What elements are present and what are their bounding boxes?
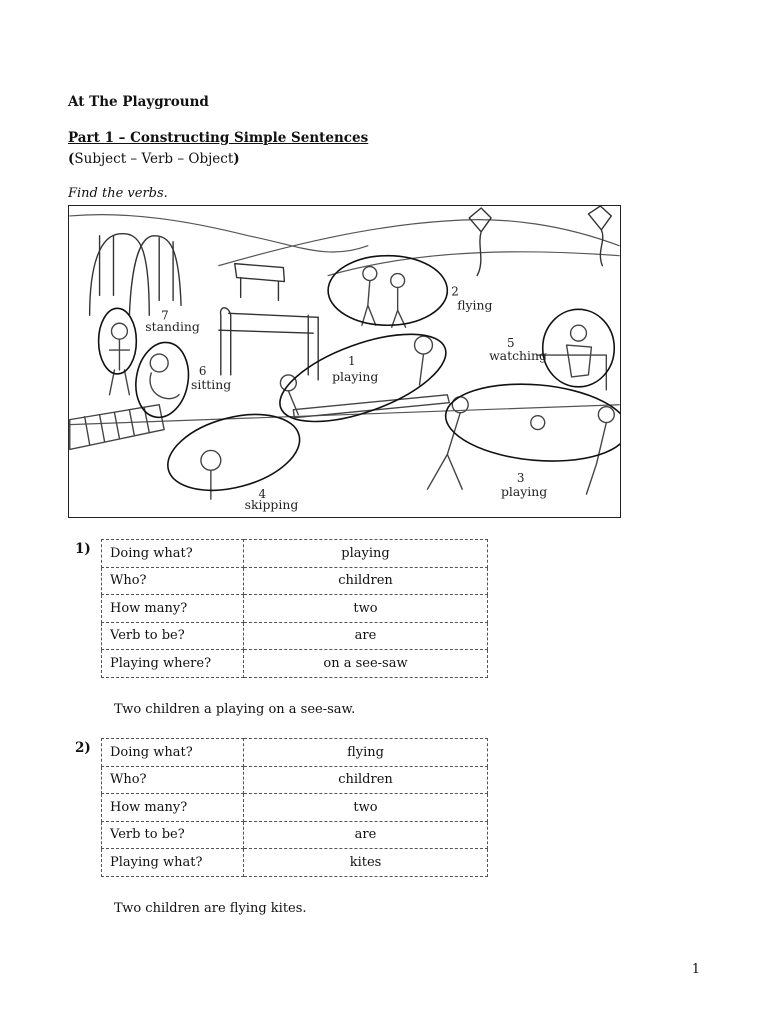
- row-key: Doing what?: [102, 540, 244, 568]
- row-value: children: [244, 766, 488, 794]
- row-value: are: [244, 622, 488, 650]
- swing-set: [90, 234, 181, 316]
- question-1-table: [101, 539, 488, 678]
- label-3-number: 3: [516, 471, 525, 486]
- row-value: flying: [244, 739, 488, 767]
- climbing-frame: [219, 308, 318, 380]
- part-heading: Part 1 – Constructing Simple Sentences: [68, 130, 369, 146]
- row-value: children: [244, 567, 488, 595]
- page-number: 1: [691, 962, 700, 977]
- row-value: are: [244, 821, 488, 849]
- row-value: on a see-saw: [244, 650, 488, 678]
- row-value: two: [244, 794, 488, 822]
- row-value: kites: [244, 849, 488, 877]
- table-row: [102, 794, 488, 822]
- label-6-verb: sitting: [190, 376, 232, 392]
- label-5-verb: watching: [489, 348, 547, 364]
- label-4-number: 4: [258, 487, 267, 502]
- row-key: Verb to be?: [102, 622, 244, 650]
- table-row: [102, 540, 488, 568]
- table-row: [102, 650, 488, 678]
- label-2-number: 2: [451, 284, 459, 299]
- question-2-answer: Two children are flying kites.: [114, 901, 307, 916]
- question-2-table: [101, 738, 488, 877]
- row-key: Verb to be?: [102, 821, 244, 849]
- part-subtitle: (Subject – Verb – Object): [68, 151, 240, 167]
- bench: [235, 264, 285, 301]
- table-row: [102, 849, 488, 877]
- table-row: [102, 622, 488, 650]
- label-5-number: 5: [506, 336, 515, 351]
- table-row: [102, 821, 488, 849]
- instruction: Find the verbs.: [68, 186, 168, 201]
- row-key: How many?: [102, 595, 244, 623]
- label-7-verb: standing: [145, 319, 200, 335]
- checkered-wall: [70, 405, 164, 450]
- row-key: Who?: [102, 766, 244, 794]
- label-1-number: 1: [347, 353, 356, 368]
- label-4-verb: skipping: [244, 497, 299, 513]
- row-key: Playing where?: [102, 650, 244, 678]
- table-row: [102, 739, 488, 767]
- row-key: Who?: [102, 567, 244, 595]
- label-3-verb: playing: [500, 484, 548, 500]
- label-1-verb: playing: [332, 368, 379, 384]
- playground-illustration: [68, 205, 621, 518]
- question-1-answer: Two children a playing on a see-saw.: [114, 702, 356, 717]
- label-2-verb: flying: [457, 297, 493, 313]
- label-7-number: 7: [161, 308, 169, 323]
- question-1-number: 1): [75, 541, 91, 557]
- row-key: Playing what?: [102, 849, 244, 877]
- table-row: [102, 595, 488, 623]
- question-2-number: 2): [75, 740, 91, 756]
- row-value: two: [244, 595, 488, 623]
- row-key: Doing what?: [102, 739, 244, 767]
- illustration-labels: [145, 284, 547, 512]
- worksheet-title: At The Playground: [68, 94, 209, 110]
- row-value: playing: [244, 540, 488, 568]
- label-6-number: 6: [198, 363, 207, 378]
- table-row: [102, 567, 488, 595]
- table-row: [102, 766, 488, 794]
- kites: [469, 206, 611, 276]
- row-key: How many?: [102, 794, 244, 822]
